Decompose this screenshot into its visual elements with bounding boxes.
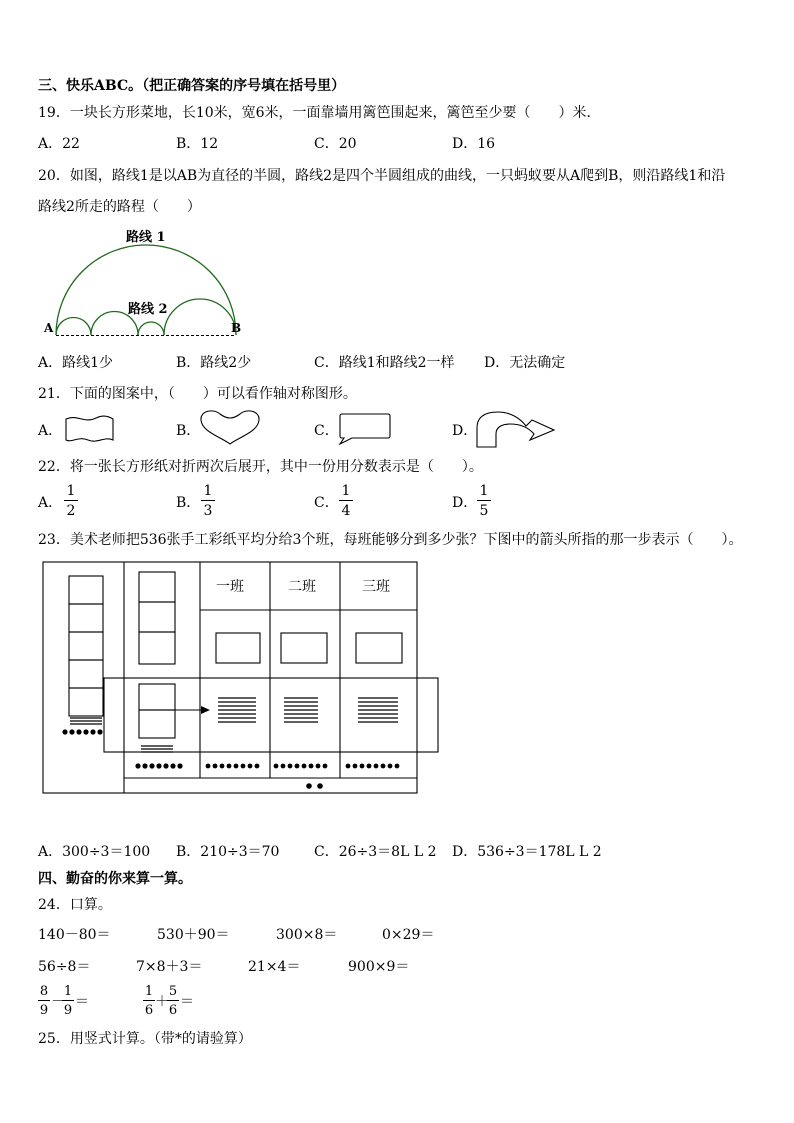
q24-row2-item4: 900×9＝ [348, 959, 410, 975]
q24-title: 24．口算。 [38, 897, 112, 913]
q23-option-b[interactable]: B．210÷3＝70 [176, 844, 280, 860]
q19-option-a[interactable]: A．22 [38, 136, 80, 152]
q24-row1-item4: 0×29＝ [382, 927, 435, 943]
frac-expr2-op: ＋ [155, 994, 169, 1010]
q20-option-c[interactable]: C．路线1和路线2一样 [314, 355, 455, 371]
q22-text: 22．将一张长方形纸对折两次后展开，其中一份用分数表示是（ ）。 [38, 459, 483, 475]
q19-option-d[interactable]: D．16 [452, 136, 496, 152]
q20-option-a[interactable]: A．路线1少 [38, 355, 114, 371]
frac-expr2-a: 1 6 [144, 984, 154, 1018]
q23-option-c[interactable]: C．26÷3＝8L L 2 [314, 844, 437, 860]
q25-title: 25．用竖式计算。（带*的请验算） [38, 1031, 252, 1047]
point-b-label: B [231, 321, 242, 335]
q21-option-c-label[interactable]: C． [314, 423, 339, 439]
frac-expr2-eq: ＝ [180, 994, 194, 1010]
frac-expr1-b: 1 9 [63, 984, 73, 1018]
q22-option-a-label[interactable]: A． [38, 495, 63, 511]
route-2-label: 路线 2 [128, 302, 168, 317]
q24-row1-item2: 530＋90＝ [157, 927, 230, 943]
q20-option-b[interactable]: B．路线2少 [176, 355, 252, 371]
q19-option-b[interactable]: B．12 [176, 136, 219, 152]
q21-option-d-label[interactable]: D． [452, 423, 478, 439]
q19-text: 19．一块长方形菜地，长10米，宽6米，一面靠墙用篱笆围起来，篱笆至少要（ ）米． [38, 105, 601, 121]
section-4-title: 四、勤奋的你来算一算。 [38, 871, 192, 887]
q24-row1-item1: 140－80＝ [38, 927, 111, 943]
frac-expr1-op: － [51, 994, 65, 1010]
q19-option-c[interactable]: C．20 [314, 136, 357, 152]
q24-row1-item3: 300×8＝ [276, 927, 338, 943]
frac-expr1-eq: ＝ [75, 994, 89, 1010]
q22-option-b-label[interactable]: B． [176, 495, 201, 511]
q20-text-line1: 20．如图，路线1是以AB为直径的半圆，路线2是四个半圆组成的曲线，一只蚂蚁要从A爬到B，则沿路线1和沿 [38, 168, 726, 184]
q22-option-d-label[interactable]: D． [452, 495, 478, 511]
q24-row2-item3: 21×4＝ [248, 959, 301, 975]
q23-option-d[interactable]: D．536÷3＝178L L 2 [452, 844, 602, 860]
route-1-label: 路线 1 [126, 230, 166, 245]
frac-expr1-a: 8 9 [39, 984, 49, 1018]
q23-option-a[interactable]: A．300÷3＝100 [38, 844, 151, 860]
q21-text: 21．下面的图案中，（ ）可以看作轴对称图形。 [38, 386, 357, 402]
q21-option-a-label[interactable]: A． [38, 423, 63, 439]
q24-row2-item2: 7×8＋3＝ [136, 959, 203, 975]
q22-option-a-fraction: 1 2 [64, 483, 78, 519]
class-1-header: 一班 [216, 579, 244, 595]
point-a-label: A [44, 321, 54, 335]
q20-option-d[interactable]: D．无法确定 [484, 355, 566, 371]
q22-option-b-fraction: 1 3 [201, 483, 215, 519]
q23-text: 23．美术老师把536张手工彩纸平均分给3个班，每班能够分到多少张？下图中的箭头所指的那一步表示（ ）。 [38, 532, 743, 548]
q20-text-line2: 路线2所走的路程（ ） [38, 199, 201, 215]
frac-expr2-b: 5 6 [168, 984, 178, 1018]
q22-option-d-fraction: 1 5 [477, 483, 491, 519]
class-3-header: 三班 [362, 579, 390, 595]
q21-option-b-label[interactable]: B． [176, 423, 201, 439]
q22-option-c-label[interactable]: C． [314, 495, 339, 511]
q22-option-c-fraction: 1 4 [339, 483, 353, 519]
class-2-header: 二班 [288, 579, 316, 595]
q24-row2-item1: 56÷8＝ [38, 959, 91, 975]
section-3-title: 三、快乐ABC。（把正确答案的序号填在括号里） [38, 78, 346, 94]
